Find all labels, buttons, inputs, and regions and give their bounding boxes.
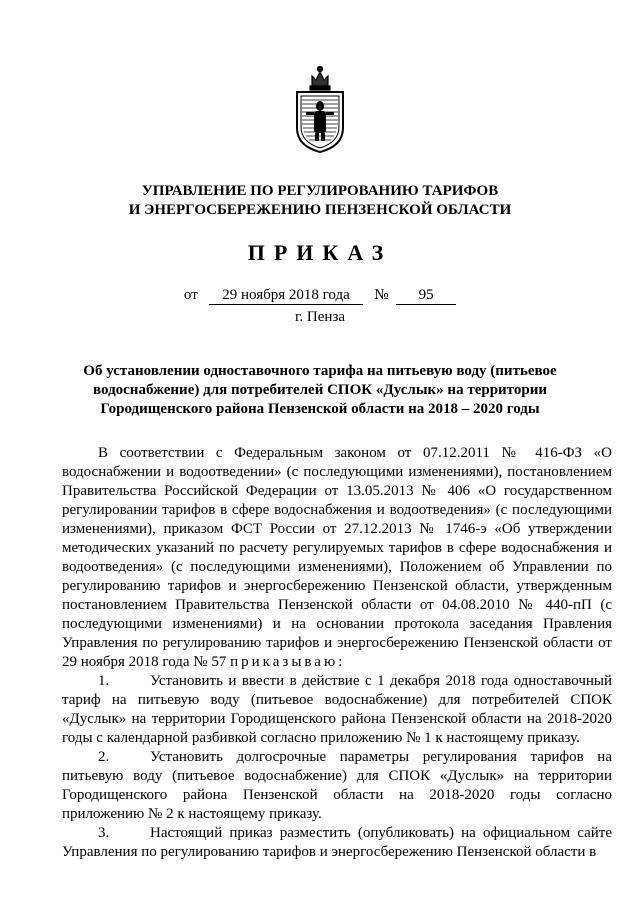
date-prefix: от (183, 287, 198, 303)
order-subject (80, 362, 560, 419)
order-word: приказываю: (230, 654, 346, 670)
number-label: № (374, 287, 389, 303)
document-type-title: ПРИКАЗ (247, 240, 393, 265)
order-item (62, 748, 612, 824)
order-item (62, 824, 612, 862)
preamble-text: В соответствии с Федеральным законом от 07.12.2011 № 416-ФЗ «О водоснабжении и водоотведении» (с последующими изменениями), постановлением Правительства Российской Федерации от 13.05.2013 № 406 «О государственном регулировании тарифов в сфере водоснабжения и водоотведения» (с последующими изменениями), приказом ФСТ России от 27.12.2013 № 1746-э «Об утверждении методических указаний по расчету регулируемых тарифов в сфере водоснабжения и водоотведения» (с последующими изменениями), Положением об Управлении по регулированию тарифов и энергосбережению Пензенской области, утвержденным постановлением Правительства Пензенской области от 04.08.2010 № 440-пП (с последующими изменениями) и на основании протокола заседания Правления Управления по регулированию тарифов и энергосбережению Пензенской области от 29 ноября 2018 года № 57 (62, 445, 612, 670)
order-body (62, 444, 612, 862)
item-text: Установить долгосрочные параметры регулирования тарифов на питьевую воду (питьевое водоснабжение) для СПОК «Дуслык» на территории Городищенского района Пензенской области на 2018-2020 годы согласно приложению № 2 к настоящему приказу. (62, 749, 612, 822)
order-date: 29 ноября 2018 года (209, 286, 363, 305)
org-line-2: И ЭНЕРГОСБЕРЕЖЕНИЮ ПЕНЗЕНСКОЙ ОБЛАСТИ (128, 202, 512, 218)
subject-line-3: Городищенского района Пензенской области на 2018 – 2020 годы (100, 401, 540, 417)
item-number: 3. (98, 825, 110, 841)
subject-line-1: Об установлении одноставочного тарифа на питьевую воду (питьевое (83, 363, 557, 379)
item-number: 2. (98, 749, 110, 765)
order-item (62, 672, 612, 748)
subject-line-2: водоснабжение) для потребителей СПОК «Дуслык» на территории (93, 382, 547, 398)
item-text: Установить и ввести в действие с 1 декабря 2018 года одноставочный тариф на питьевую воду (питьевое водоснабжение) для потребителей СПОК «Дуслык» на территории Городищенского района Пензенской области на 2018-2020 годы с календарной разбивкой согласно приложению № 1 к настоящему приказу. (62, 673, 612, 746)
item-text: Настоящий приказ разместить (опубликовать) на официальном сайте Управления по регулированию тарифов и энергосбережению Пензенской области в (62, 825, 612, 860)
preamble-paragraph (62, 444, 612, 672)
date-number-line (0, 286, 640, 305)
organization-name (0, 182, 640, 220)
penza-coat-of-arms-emblem (292, 64, 348, 154)
item-number: 1. (98, 673, 110, 689)
org-line-1: УПРАВЛЕНИЕ ПО РЕГУЛИРОВАНИЮ ТАРИФОВ (141, 183, 499, 199)
order-number: 95 (396, 286, 456, 305)
city: г. Пенза (294, 309, 346, 325)
